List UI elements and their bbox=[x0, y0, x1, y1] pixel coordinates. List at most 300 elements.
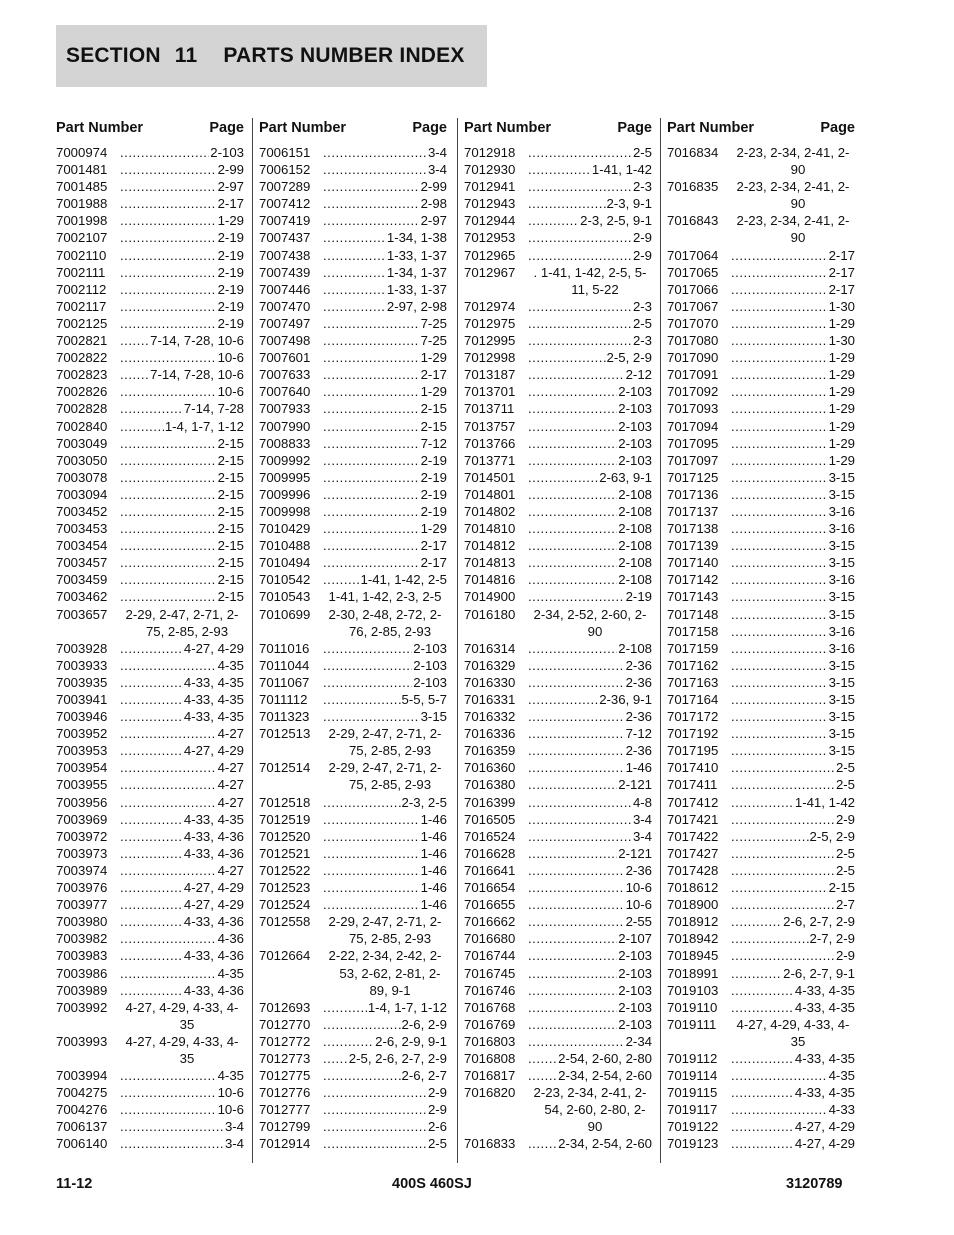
part-number: 7017136 bbox=[667, 486, 719, 502]
page-reference: 1-41, 1-42 bbox=[794, 794, 855, 810]
page-reference: 2-103 bbox=[618, 999, 652, 1015]
page-reference-cell bbox=[528, 247, 652, 264]
part-number: 7003976 bbox=[56, 880, 108, 896]
dot-leader bbox=[731, 674, 828, 691]
index-entry bbox=[56, 503, 244, 520]
index-entry bbox=[56, 264, 244, 281]
page-reference: 4-27, 4-29 bbox=[183, 897, 244, 913]
page-reference: 7-14, 7-28, 10-6 bbox=[150, 367, 244, 383]
part-number: 7012998 bbox=[464, 350, 516, 366]
part-number: 7001481 bbox=[56, 162, 108, 178]
page-reference: 3-15 bbox=[828, 674, 855, 690]
page-reference-cell bbox=[323, 1067, 447, 1084]
page-reference: 2-15 bbox=[217, 538, 244, 554]
part-number: 7003954 bbox=[56, 760, 108, 776]
index-entry bbox=[56, 281, 244, 298]
dot-leader bbox=[528, 725, 625, 742]
index-entry bbox=[56, 811, 244, 828]
dot-leader bbox=[323, 1118, 427, 1135]
page-reference-cell bbox=[323, 435, 447, 452]
page-reference-cell bbox=[731, 776, 855, 793]
part-number: 7001998 bbox=[56, 213, 108, 229]
dot-leader bbox=[120, 794, 217, 811]
page-reference: 2-121 bbox=[618, 777, 652, 793]
part-number: 7016360 bbox=[464, 760, 516, 776]
dot-leader bbox=[120, 965, 217, 982]
dot-leader bbox=[323, 281, 386, 298]
page-reference: 2-9 bbox=[835, 948, 855, 964]
index-entry bbox=[56, 537, 244, 554]
page-reference: 7-12 bbox=[625, 726, 652, 742]
index-entry bbox=[667, 486, 855, 503]
index-entry bbox=[259, 554, 447, 571]
part-number: 7012558 bbox=[259, 914, 311, 930]
page-reference-cell bbox=[528, 315, 652, 332]
page-reference: 2-108 bbox=[618, 572, 652, 588]
index-entry bbox=[56, 1084, 244, 1101]
index-entry bbox=[56, 571, 244, 588]
dot-leader bbox=[323, 999, 367, 1016]
dot-leader bbox=[120, 229, 217, 246]
dot-leader bbox=[120, 383, 217, 400]
page-reference-cell bbox=[528, 999, 652, 1016]
page-reference: 2-6, 2-7, 9-1 bbox=[783, 965, 855, 981]
part-number: 7017095 bbox=[667, 435, 719, 451]
page-reference: 1-46 bbox=[420, 845, 447, 861]
part-number: 7012693 bbox=[259, 999, 311, 1015]
page-reference: 3-16 bbox=[828, 640, 855, 656]
page-reference: 2-36 bbox=[625, 657, 652, 673]
page-reference: 1-29 bbox=[217, 213, 244, 229]
index-entry bbox=[56, 913, 244, 930]
page-reference-cell bbox=[731, 418, 855, 435]
page-reference-cell bbox=[120, 879, 244, 896]
dot-leader bbox=[528, 913, 625, 930]
index-entry bbox=[56, 366, 244, 383]
page-reference-cell bbox=[731, 332, 855, 349]
part-number: 7010699 bbox=[259, 606, 311, 622]
page-reference: 1-30 bbox=[828, 333, 855, 349]
page-reference: 2-103 bbox=[618, 982, 652, 998]
dot-leader bbox=[323, 537, 420, 554]
page-reference-cell bbox=[731, 452, 855, 469]
page-reference-cell bbox=[731, 400, 855, 417]
dot-leader bbox=[731, 418, 828, 435]
page-reference: 2-19 bbox=[420, 503, 447, 519]
page-reference: 4-33, 4-35 bbox=[794, 1050, 855, 1066]
dot-leader bbox=[731, 554, 828, 571]
page-reference: 2-5 bbox=[835, 760, 855, 776]
part-number: 7002125 bbox=[56, 315, 108, 331]
page-reference: 2-108 bbox=[618, 538, 652, 554]
index-entry bbox=[56, 486, 244, 503]
dot-leader bbox=[528, 383, 617, 400]
page-reference: 2-19 bbox=[625, 589, 652, 605]
dot-leader bbox=[528, 845, 617, 862]
part-number: 7003452 bbox=[56, 503, 108, 519]
dot-leader bbox=[323, 144, 427, 161]
dot-leader bbox=[731, 503, 828, 520]
part-number: 7003928 bbox=[56, 640, 108, 656]
part-number: 7003989 bbox=[56, 982, 108, 998]
page-reference-cell bbox=[731, 1101, 855, 1118]
part-number: 7017091 bbox=[667, 367, 719, 383]
index-entry bbox=[464, 862, 652, 879]
page-reference: 2-17 bbox=[420, 538, 447, 554]
page-reference: 4-8 bbox=[632, 794, 652, 810]
page-reference-cell bbox=[323, 247, 447, 264]
page-reference: 3-15 bbox=[828, 606, 855, 622]
dot-leader bbox=[731, 828, 809, 845]
page-reference-cell bbox=[528, 537, 652, 554]
part-number: 7012518 bbox=[259, 794, 311, 810]
dot-leader bbox=[528, 982, 617, 999]
page-reference: 2-15 bbox=[828, 880, 855, 896]
index-entry bbox=[56, 879, 244, 896]
page-reference-cell bbox=[120, 759, 244, 776]
index-entry bbox=[259, 862, 447, 879]
dot-leader bbox=[323, 674, 412, 691]
part-number: 7017427 bbox=[667, 845, 719, 861]
dot-leader bbox=[528, 896, 625, 913]
index-entry bbox=[259, 349, 447, 366]
dot-leader bbox=[323, 298, 386, 315]
dot-leader bbox=[120, 264, 217, 281]
part-number: 7003983 bbox=[56, 948, 108, 964]
dot-leader bbox=[528, 161, 591, 178]
page-reference: 1-34, 1-37 bbox=[386, 264, 447, 280]
page-reference: 2-23, 2-34, 2-41, 2-90 bbox=[736, 145, 850, 178]
dot-leader bbox=[731, 571, 828, 588]
index-entry bbox=[464, 503, 652, 520]
part-number: 7003946 bbox=[56, 709, 108, 725]
index-entry bbox=[259, 588, 447, 605]
index-entry bbox=[667, 537, 855, 554]
page-reference: 10-6 bbox=[217, 1085, 244, 1101]
page-reference-cell bbox=[528, 913, 652, 930]
dot-leader bbox=[120, 332, 149, 349]
page-reference: 2-103 bbox=[413, 657, 447, 673]
part-number: 7003982 bbox=[56, 931, 108, 947]
page-reference: 2-97 bbox=[420, 213, 447, 229]
part-number: 7017092 bbox=[667, 384, 719, 400]
page-reference: 4-33, 4-36 bbox=[183, 828, 244, 844]
dot-leader bbox=[528, 691, 598, 708]
index-entry bbox=[667, 452, 855, 469]
part-number: 7003973 bbox=[56, 845, 108, 861]
index-entry bbox=[259, 520, 447, 537]
index-entry bbox=[464, 229, 652, 246]
page-reference: 10-6 bbox=[217, 1102, 244, 1118]
part-number: 7017067 bbox=[667, 298, 719, 314]
part-number: 7002828 bbox=[56, 401, 108, 417]
page-reference-cell bbox=[323, 383, 447, 400]
page-reference: 2-15 bbox=[217, 503, 244, 519]
index-entry bbox=[56, 794, 244, 811]
page-reference-cell bbox=[528, 161, 652, 178]
page-reference-cell bbox=[731, 674, 855, 691]
page-reference: 3-4 bbox=[632, 811, 652, 827]
page-reference: 2-15 bbox=[217, 435, 244, 451]
page-reference: 4-27, 4-29 bbox=[794, 1136, 855, 1152]
dot-leader bbox=[323, 229, 386, 246]
index-entry bbox=[259, 315, 447, 332]
page-reference-cell bbox=[528, 400, 652, 417]
page-reference-cell bbox=[528, 1050, 652, 1067]
page-reference-cell bbox=[120, 982, 244, 999]
index-entry bbox=[464, 640, 652, 657]
page-reference: 2-15 bbox=[217, 452, 244, 468]
dot-leader bbox=[528, 247, 632, 264]
index-entry bbox=[667, 982, 855, 999]
part-number: 7017138 bbox=[667, 521, 719, 537]
dot-leader bbox=[323, 1050, 348, 1067]
dot-leader bbox=[120, 708, 183, 725]
part-number: 7017192 bbox=[667, 726, 719, 742]
page-reference: 1-29 bbox=[420, 521, 447, 537]
part-number: 7016833 bbox=[464, 1136, 516, 1152]
index-entry bbox=[667, 708, 855, 725]
part-number: 7017195 bbox=[667, 743, 719, 759]
index-entry bbox=[464, 725, 652, 742]
page-reference-cell bbox=[323, 1050, 447, 1067]
page-reference-cell bbox=[528, 947, 652, 964]
page-reference: 1-29 bbox=[420, 350, 447, 366]
page-reference-cell bbox=[120, 212, 244, 229]
dot-leader bbox=[120, 1101, 217, 1118]
page-reference-cell bbox=[120, 418, 244, 435]
dot-leader bbox=[731, 811, 835, 828]
part-number: 7018942 bbox=[667, 931, 719, 947]
index-entry bbox=[667, 913, 855, 930]
part-number: 7007289 bbox=[259, 179, 311, 195]
part-number: 7019103 bbox=[667, 982, 719, 998]
index-entry bbox=[56, 212, 244, 229]
dot-leader bbox=[528, 794, 632, 811]
page-reference-cell bbox=[120, 657, 244, 674]
part-number: 7018991 bbox=[667, 965, 719, 981]
part-number: 7014810 bbox=[464, 521, 516, 537]
page-reference: 4-33, 4-35 bbox=[794, 999, 855, 1015]
index-entry bbox=[56, 435, 244, 452]
page-reference-cell bbox=[731, 725, 855, 742]
page-reference: 2-98 bbox=[420, 196, 447, 212]
index-entry bbox=[56, 725, 244, 742]
page-reference-cell bbox=[323, 1016, 447, 1033]
page-reference: 3-4 bbox=[224, 1136, 244, 1152]
part-number: 7017428 bbox=[667, 862, 719, 878]
index-entry bbox=[56, 691, 244, 708]
page-reference-cell bbox=[323, 161, 447, 178]
part-number: 7002112 bbox=[56, 281, 107, 297]
page-reference: 2-36 bbox=[625, 743, 652, 759]
dot-leader bbox=[731, 606, 828, 623]
part-number: 7017093 bbox=[667, 401, 719, 417]
page-reference: 2-97 bbox=[217, 179, 244, 195]
dot-leader bbox=[120, 896, 183, 913]
page-reference-cell bbox=[323, 298, 447, 315]
page-reference: 3-4 bbox=[224, 1119, 244, 1135]
page-reference-cell bbox=[528, 759, 652, 776]
page-reference: 4-33, 4-36 bbox=[183, 948, 244, 964]
page-reference: 1-46 bbox=[420, 880, 447, 896]
index-entry bbox=[464, 315, 652, 332]
page-reference-cell bbox=[323, 281, 447, 298]
part-number: 7003935 bbox=[56, 674, 108, 690]
page-reference-cell bbox=[731, 264, 855, 281]
index-entry bbox=[259, 571, 447, 588]
part-number: 7003454 bbox=[56, 538, 108, 554]
page-reference-cell bbox=[120, 1135, 244, 1152]
part-number: 7007640 bbox=[259, 384, 311, 400]
page-reference-cell bbox=[120, 349, 244, 366]
part-number: 7018900 bbox=[667, 897, 719, 913]
page-reference-cell bbox=[528, 229, 652, 246]
page-reference-cell bbox=[528, 349, 652, 366]
index-entry bbox=[464, 349, 652, 366]
index-entry bbox=[259, 212, 447, 229]
dot-leader bbox=[528, 776, 617, 793]
part-number: 7010488 bbox=[259, 538, 311, 554]
index-entry bbox=[56, 383, 244, 400]
page-reference: 1-29 bbox=[828, 435, 855, 451]
page-reference: 4-35 bbox=[217, 965, 244, 981]
dot-leader bbox=[323, 554, 420, 571]
part-number: 7012930 bbox=[464, 162, 516, 178]
part-number: 7003952 bbox=[56, 726, 108, 742]
index-entry bbox=[667, 1050, 855, 1067]
index-entry bbox=[667, 520, 855, 537]
page-reference-cell bbox=[120, 161, 244, 178]
page-reference: 2-103 bbox=[618, 401, 652, 417]
page-reference-cell bbox=[323, 896, 447, 913]
page-reference: 3-15 bbox=[828, 692, 855, 707]
page-reference: 2-23, 2-34, 2-41, 2-90 bbox=[736, 213, 850, 246]
page-reference-cell bbox=[120, 281, 244, 298]
page-reference: 2-19 bbox=[217, 315, 244, 331]
page-reference: 2-99 bbox=[217, 162, 244, 178]
page-reference-cell bbox=[528, 1033, 652, 1050]
part-number: 7002821 bbox=[56, 333, 108, 349]
dot-leader bbox=[731, 264, 828, 281]
page-reference-cell bbox=[731, 349, 855, 366]
page-reference-cell bbox=[323, 486, 447, 503]
part-number: 7014501 bbox=[464, 469, 516, 485]
page-reference-cell bbox=[528, 588, 652, 605]
page-reference: 2-6, 2-9 bbox=[401, 1016, 447, 1032]
index-entry bbox=[56, 400, 244, 417]
page-reference-cell bbox=[528, 144, 652, 161]
page-reference-cell bbox=[323, 1101, 447, 1118]
part-number: 7002826 bbox=[56, 384, 108, 400]
index-entry bbox=[464, 332, 652, 349]
page-reference-cell bbox=[120, 674, 244, 691]
dot-leader bbox=[731, 298, 828, 315]
page-reference-cell bbox=[323, 1135, 447, 1152]
page-reference: 1-46 bbox=[420, 811, 447, 827]
part-number: 7011067 bbox=[259, 674, 310, 690]
index-entry bbox=[667, 332, 855, 349]
page-reference-cell bbox=[731, 640, 855, 657]
dot-leader bbox=[323, 1101, 427, 1118]
page-reference-cell bbox=[323, 418, 447, 435]
index-entry bbox=[464, 383, 652, 400]
index-entry bbox=[464, 657, 652, 674]
part-number: 7012975 bbox=[464, 315, 516, 331]
part-number: 7013711 bbox=[464, 401, 515, 417]
part-number: 7003974 bbox=[56, 862, 108, 878]
part-number: 7003941 bbox=[56, 692, 108, 707]
page-reference-cell bbox=[120, 947, 244, 964]
dot-leader bbox=[120, 1135, 224, 1152]
page-reference: 2-15 bbox=[217, 521, 244, 537]
page-reference: 2-5 bbox=[632, 145, 652, 160]
part-number: 7003969 bbox=[56, 811, 108, 827]
dot-leader bbox=[731, 1101, 828, 1118]
dot-leader bbox=[731, 982, 794, 999]
dot-leader bbox=[528, 571, 617, 588]
index-entry bbox=[56, 247, 244, 264]
part-number: 7017139 bbox=[667, 538, 719, 554]
page-reference-cell bbox=[120, 588, 244, 605]
page-reference-cell bbox=[731, 794, 855, 811]
part-number: 7019122 bbox=[667, 1119, 719, 1135]
index-entry bbox=[259, 537, 447, 554]
dot-leader bbox=[120, 435, 217, 452]
page-reference: 2-7 bbox=[835, 897, 855, 913]
part-number: 7003078 bbox=[56, 469, 108, 485]
page-reference: 2-17 bbox=[420, 367, 447, 383]
page-reference: 1-41, 1-42 bbox=[591, 162, 652, 178]
index-entry bbox=[56, 1118, 244, 1135]
page-reference-cell bbox=[528, 982, 652, 999]
page-reference-cell bbox=[528, 1135, 652, 1152]
page-reference-cell bbox=[120, 725, 244, 742]
dot-leader bbox=[528, 811, 632, 828]
dot-leader bbox=[120, 930, 217, 947]
page-reference-cell bbox=[323, 469, 447, 486]
dot-leader bbox=[731, 623, 828, 640]
index-entry bbox=[56, 588, 244, 605]
index-entry bbox=[667, 623, 855, 640]
part-number: 7002117 bbox=[56, 298, 107, 314]
page-reference: 1-29 bbox=[828, 367, 855, 383]
part-number: 7016332 bbox=[464, 709, 516, 725]
part-number: 7016641 bbox=[464, 862, 516, 878]
part-number: 7007933 bbox=[259, 401, 311, 417]
part-number: 7018912 bbox=[667, 914, 719, 930]
index-entry bbox=[667, 400, 855, 417]
page-reference-cell bbox=[323, 1084, 447, 1101]
page-reference-cell bbox=[731, 896, 855, 913]
part-number: 7016820 bbox=[464, 1085, 516, 1101]
part-number: 7016628 bbox=[464, 845, 516, 861]
column-header bbox=[259, 118, 447, 144]
index-entry bbox=[464, 195, 652, 212]
part-number: 7012943 bbox=[464, 196, 516, 212]
page-reference: 2-3 bbox=[632, 298, 652, 314]
index-entry bbox=[667, 947, 855, 964]
page-reference: 4-27 bbox=[217, 862, 244, 878]
page-reference: 2-5, 2-9 bbox=[809, 828, 855, 844]
page-reference-cell bbox=[528, 435, 652, 452]
dot-leader bbox=[120, 366, 149, 383]
part-number: 7007412 bbox=[259, 196, 311, 212]
page-reference-cell bbox=[120, 264, 244, 281]
dot-leader bbox=[528, 879, 625, 896]
index-entry bbox=[259, 366, 447, 383]
document-number: 3120789 bbox=[786, 1176, 843, 1192]
